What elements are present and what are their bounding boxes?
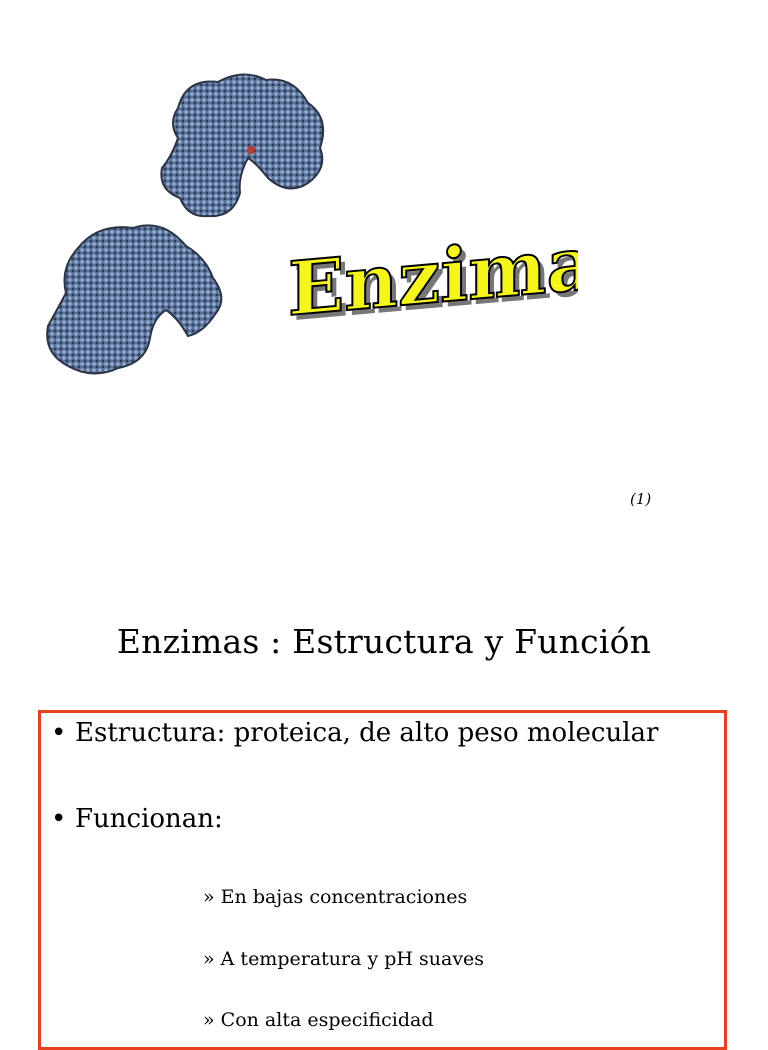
sub-marker: » (203, 886, 215, 908)
enzimas-wordart-title (278, 232, 578, 332)
bullet-marker: • (51, 804, 67, 834)
sub-item-mild-conditions (203, 948, 484, 970)
bullet-structure (51, 718, 658, 748)
bullet-text: Estructura: proteica, de alto peso molecular (75, 718, 659, 748)
content-box (38, 710, 727, 1050)
sub-item-low-concentration (203, 886, 467, 908)
bullet-function (51, 804, 223, 834)
wordart-shadow: Enzimas (293, 232, 578, 332)
bullet-text: Funcionan: (75, 804, 223, 834)
wordart-text: Enzimas (288, 232, 578, 332)
slide-title: Enzimas : Estructura y Función (116, 622, 652, 661)
sub-marker: » (203, 948, 215, 970)
sub-marker: » (203, 1009, 215, 1031)
bullet-marker: • (51, 718, 67, 748)
sub-item-high-specificity (203, 1009, 434, 1031)
footnote-marker: (1) (630, 490, 652, 508)
enzyme-molecule-image-top (148, 68, 333, 228)
sub-text: Con alta especificidad (220, 1009, 434, 1031)
sub-text: A temperatura y pH suaves (220, 948, 485, 970)
sub-text: En bajas concentraciones (220, 886, 468, 908)
enzyme-molecule-image-bottom (38, 218, 230, 383)
